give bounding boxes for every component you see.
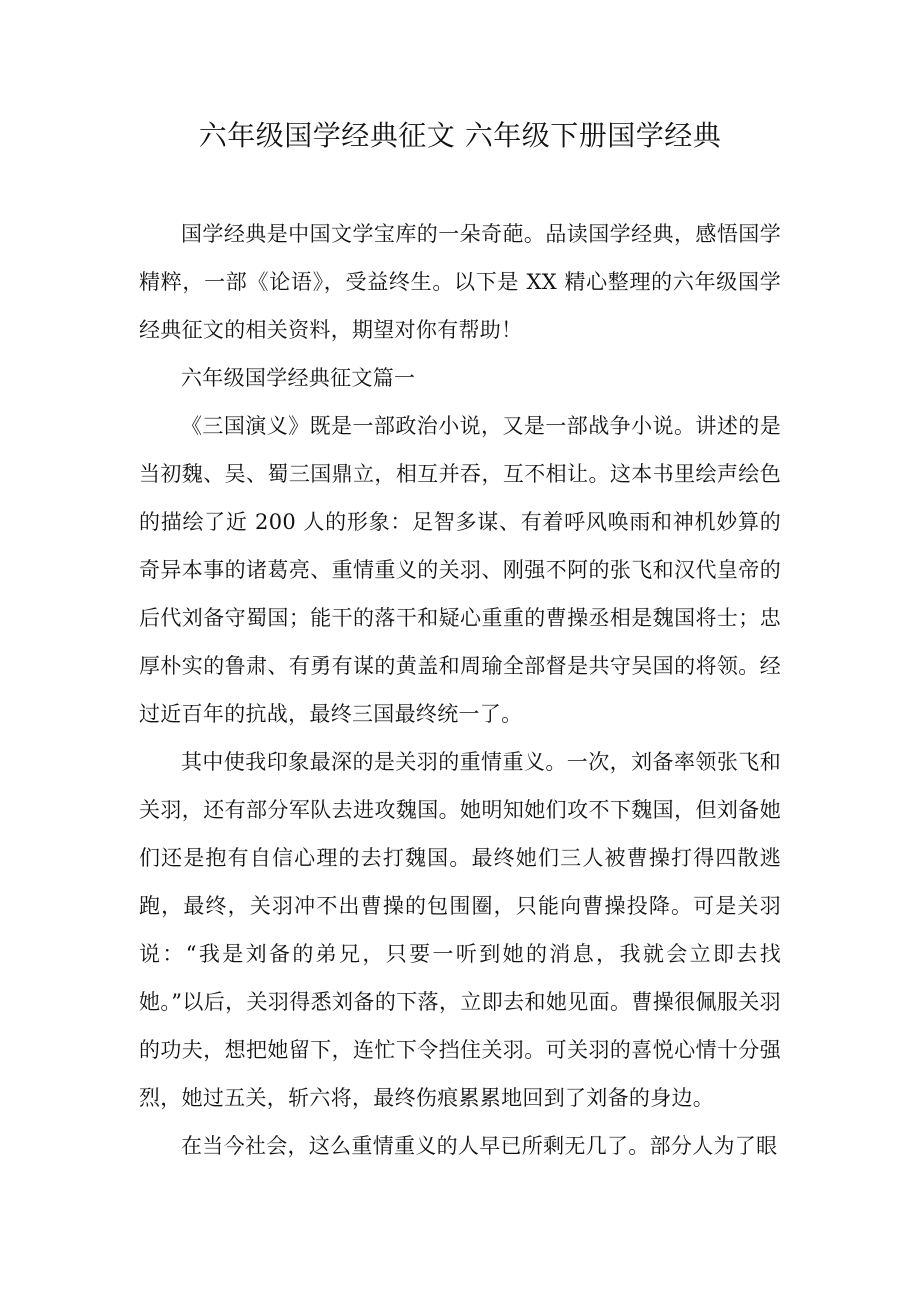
intro-paragraph: 国学经典是中国文学宝库的一朵奇葩。品读国学经典，感悟国学精粹，一部《论语》，受益终生。以下是 XX 精心整理的六年级国学经典征文的相关资料，期望对你有帮助！ <box>139 222 781 342</box>
document-body <box>139 210 781 1170</box>
body-paragraph: 《三国演义》既是一部政治小说，又是一部战争小说。讲述的是当初魏、吴、蜀三国鼎立，相互并吞，互不相让。这本书里绘声绘色的描绘了近 200 人的形象：足智多谋、有着呼风唤雨和神机妙算的奇异本事的诸葛亮、重情重义的关羽、刚强不阿的张飞和汉代皇帝的后代刘备守蜀国；能干的落干和疑心重重的曹操丞相是魏国将士；忠厚朴实的鲁肃、有勇有谋的黄盖和周瑜全部督是共守吴国的将领。经过近百年的抗战，最终三国最终统一了。 <box>139 414 781 726</box>
body-paragraph: 其中使我印象最深的是关羽的重情重义。一次，刘备率领张飞和关羽，还有部分军队去进攻魏国。她明知她们攻不下魏国，但刘备她们还是抱有自信心理的去打魏国。最终她们三人被曹操打得四散逃跑，最终，关羽冲不出曹操的包围圈，只能向曹操投降。可是关羽说：“我是刘备的弟兄，只要一听到她的消息，我就会立即去找她。”以后，关羽得悉刘备的下落，立即去和她见面。曹操很佩服关羽的功夫，想把她留下，连忙下令挡住关羽。可关羽的喜悦心情十分强烈，她过五关，斩六将，最终伤痕累累地回到了刘备的身边。 <box>139 750 781 1110</box>
document-title: 六年级国学经典征文 六年级下册国学经典 <box>198 119 722 152</box>
body-paragraph: 在当今社会，这么重情重义的人早已所剩无几了。部分人为了眼 <box>181 1134 778 1158</box>
section-heading: 六年级国学经典征文篇一 <box>181 366 416 390</box>
